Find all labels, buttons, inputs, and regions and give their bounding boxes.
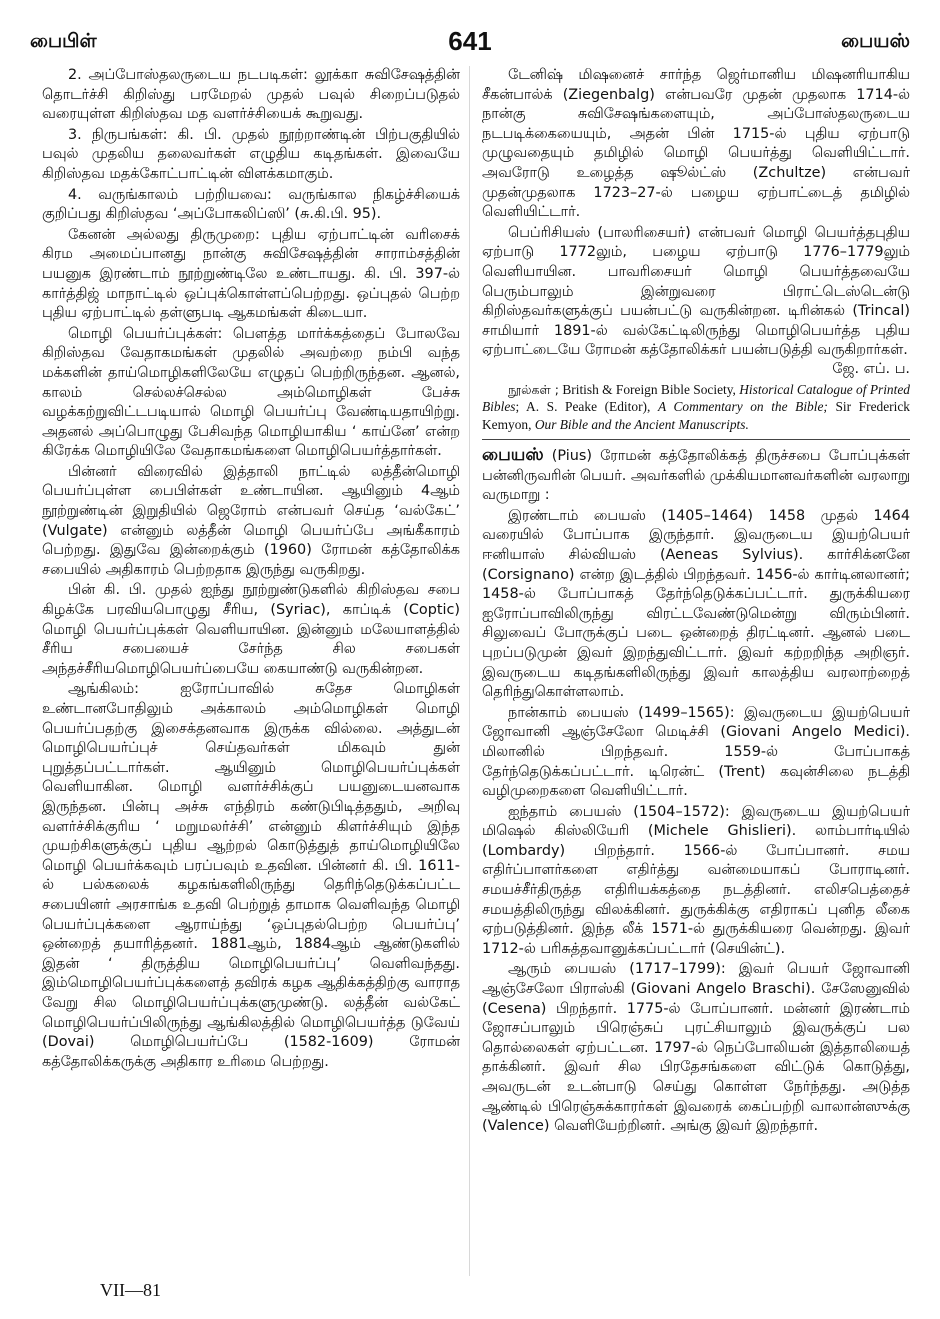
column-divider bbox=[469, 66, 470, 1276]
reference-text: British & Foreign Bible Society, bbox=[562, 381, 736, 397]
paragraph: மொழி பெயர்ப்புக்கள்: பௌத்த மார்க்கத்தைப் போலவே கிறிஸ்தவ வேதாகமங்கள் முதலில் அவற்றை நம்பி வந்த மக்களின் தாய்மொழிகளிலேயே எழுதப் பெற்றிருந்தன. ஆனல், காலம் செல்லச்செல்ல அம்மொழிகள் பேச்சு வழக்கற்றுவிட்டபடியால் மொழி பெயர்ப்பு வேண்டியதாயிற்று. அதனல் அப்பொழுது பேசிவந்த மொழியாகிய ‘ காய்னே’ என்ற கிரேக்க மொழியிலே வேதாகமங்களை மொழிபெயர்த்தார்கள். bbox=[42, 325, 460, 460]
page-number: 641 bbox=[448, 26, 492, 56]
paragraph: இரண்டாம் பையஸ் (1405–1464) 1458 முதல் 1464 வரையில் போப்பாக இருந்தார். இவருடைய இயற்பெயர் ஈனியாஸ் சில்வியஸ் (Aeneas Sylvius). கார்சிக்னனே (Corsignano) என்ற இடத்தில் பிறந்தவர். 1456-ல் கார்டினலானர்; 1458-ல் போப்பாகத் தேர்ந்தெடுக்கப்பட்டார். துருக்கியரை ஐரோப்பாவிலிருந்து விரட்டவேண்டுமென்று விரும்பினர். சிலுவைப் போருக்குப் படை ஒன்றைத் திரட்டினர். ஆனல் படை புறப்படுமுன் இவர் இறந்துவிட்டார். இவர் கற்றறிந்த அறிஞர். இவருடைய கடிதங்களிலிருந்து இவர் காலத்திய வரலாற்றைத் தெரிந்துகொள்ளலாம். bbox=[482, 507, 910, 701]
paragraph: 2. அப்போஸ்தலருடைய நடபடிகள்: லூக்கா சுவிசேஷத்தின் தொடர்ச்சி கிறிஸ்து பரமேறல் முதல் பவுல் சிறைப்படுதல் வரையுள்ள கிறிஸ்தவ மத வளர்ச்சியைக் கூறுவது. bbox=[42, 67, 460, 123]
signature-mark: VII—81 bbox=[100, 1280, 161, 1300]
left-column bbox=[42, 66, 460, 1073]
entry-headword: பையஸ் bbox=[482, 445, 544, 465]
paragraph: ஐந்தாம் பையஸ் (1504–1572): இவருடைய இயற்பெயர் மிஷெல் கிஸ்லியேரி (Michele Ghislieri). லாம்பார்டியில் (Lombardy) பிறந்தார். 1566-ல் போப்பானர். சமய எதிர்ப்பாளர்களை எதிர்த்து வன்மையாகப் போராடினர். சமயச்சீர்திருத்த எதிரியக்கத்தை நடத்தினர். எலிசபெத்தைச் சமயத்திலிருந்து விலக்கினர். துருக்கிக்கு எதிராகப் புனித லீகை ஏற்படுத்தினர். இந்த லீக் 1571-ல் துருக்கியரை வென்றது. இவர் 1712-ல் பரிசுத்தவானுக்கப்பட்டார் (செயின்ட்). bbox=[482, 803, 910, 957]
paragraph: பின் கி. பி. முதல் ஐந்து நூற்றுண்டுகளில் கிறிஸ்தவ சபை கிழக்கே பரவியபொழுது சீரிய, (Syriac), காப்டிக் (Coptic) மொழி பெயர்ப்புக்கள் வெளியாயின. இன்னும் மலேயாளத்தில் சீரிய சபையைச் சேர்ந்த சில சபைகள் அந்தச்சீரியமொழிபெயர்ப்பையே கையாண்டு வருகின்றன. bbox=[42, 582, 460, 677]
right-column bbox=[482, 66, 910, 1138]
section-rule bbox=[482, 439, 910, 440]
running-head-left: பைபிள் bbox=[30, 30, 97, 52]
paragraph: ஆங்கிலம்: ஐரோப்பாவில் சுதேச மொழிகள் உண்டானபோதிலும் அக்காலம் அம்மொழிகள் மொழி பெயர்ப்பதற்கு இசைக்தனவாக இருக்க வில்லை. அத்துடன் மொழிபெயர்ப்புச் செய்தவர்கள் மிகவும் துன் புறுத்தப்பட்டார்கள். ஆயினும் மொழிபெயர்ப்புக்கள் வெளியாகின. மொழி வளர்ச்சிக்குப் பயனுடையனவாக இருந்தன. பின்பு அச்சு எந்திரம் கண்டுபிடித்ததும், அறிவு வளர்ச்சிக்குரிய ‘ மறுமலர்ச்சி’ என்னும் கிளர்ச்சியும் இந்த முயற்சிகளுக்குப் புதிய ஆற்றல் கொடுத்துத் தாய்மொழியிலே மொழி பெயர்க்கவும் பரப்பவும் உதவின. பின்னர் கி. பி. 1611-ல் பல்கலைக் கழகங்களிலிருந்து தெரிந்தெடுக்கப்பட்ட சபையினர் அரசாங்க உதவி பெற்றுத் தாமாக வெளிவந்த மொழி பெயர்ப்புக்களை ஆராய்ந்து ‘ஒப்புதல்பெற்ற பெயர்ப்பு’ ஒன்றைத் தயாரித்தனர். 1881ஆம், 1884ஆம் ஆண்டுகளில் இதன் ‘ திருத்திய மொழிபெயர்ப்பு’ வெளிவந்தது. இம்மொழிபெயர்ப்புக்களைத் தவிரக் கழக ஆதிக்கத்திற்கு வாராத வேறு சில மொழிபெயர்ப்புக்களுமுண்டு. லத்தீன் வல்கேட் மொழிபெயர்ப்பிலிருந்து ஆங்கிலத்தில் மொழிபெயர்த்த டுவேய் (Dovai) மொழிபெயர்ப்பே (1582-1609) ரோமன் கத்தோலிக்கருக்கு அதிகார உரிமை பெற்றது. bbox=[42, 681, 460, 1070]
reference-text: ; A. S. Peake (Editor), bbox=[515, 399, 651, 414]
reference-title: Historical Catalogue of Printed Bibles bbox=[482, 381, 910, 414]
paragraph: 3. நிருபங்கள்: கி. பி. முதல் நூற்றாண்டின் பிற்பகுதியில் பவுல் முதலிய தலைவர்கள் எழுதிய கடிதங்கள். இவையே கிறிஸ்தவ மதக்கோட்பாட்டின் விளக்கமாகும். bbox=[42, 126, 460, 182]
paragraph: டேனிஷ் மிஷனைச் சார்ந்த ஜெர்மானிய மிஷனரியாகிய சீகன்பால்க் (Ziegenbalg) என்பவரே முதன் முதலாக 1714-ல் நான்கு சுவிசேஷங்களையும், அப்போஸ்தலருடைய நடபடிக்கையையும், அதன் பின் 1715-ல் புதிய ஏற்பாடு முழுவதையும் தமிழில் மொழி பெயர்த்து வெளியிட்டார். அவரோடு உழைத்த ஷூல்ட்ஸ் (Zchultze) என்பவர் முதன்முதலாக 1723–27-ல் பழைய ஏற்பாட்டைத் தமிழில் வெளியிட்டார். bbox=[482, 67, 910, 221]
reference-title: A Commentary on the Bible; bbox=[657, 399, 828, 414]
entry-intro-text: (Pius) ரோமன் கத்தோலிக்கத் திருச்சபை போப்புக்கள் பன்னிருவரின் பெயர். அவர்களில் முக்கியமானவர்களின் வரலாறு வருமாறு : bbox=[482, 448, 911, 504]
references bbox=[482, 381, 910, 434]
reference-text: Sir Frederick Kemyon, bbox=[482, 399, 910, 432]
references-label: நூல்கள் ; bbox=[508, 381, 559, 397]
paragraph: ஆரும் பையஸ் (1717–1799): இவர் பெயர் ஜோவானி ஆஞ்சேலோ பிராஸ்கி (Giovani Angelo Braschi). சேஸேனுவில் (Cesena) பிறந்தார். 1775-ல் போப்பானர். மன்னர் இரண்டாம் ஜோசப்பாலும் பிரெஞ்சுப் புரட்சியாலும் இவருக்குப் பல தொல்லைகள் ஏற்பட்டன. 1797-ல் நெப்போலியன் இத்தாலியைத் தாக்கினர். இவர் சில பிரதேசங்களை விட்டுக் கொடுத்து, அவருடன் உடன்பாடு செய்து கொள்ள நேர்ந்தது. அடுத்த ஆண்டில் பிரெஞ்சுக்காரர்கள் இவரைக் கைப்பற்றி வாலான்ஸுக்கு (Valence) வெளியேற்றினர். அங்கு இவர் இறந்தார். bbox=[482, 961, 910, 1135]
page-header bbox=[30, 26, 910, 64]
paragraph: பெப்ரிசியஸ் (பாலரிசையர்) என்பவர் மொழி பெயர்த்தபுதிய ஏற்பாடு 1772லும், பழைய ஏற்பாடு 1776–1779லும் வெளியாயின. பாவரிசையர் மொழி பெயர்த்தவையே பெரும்பாலும் இன்றுவரை பிராட்டெஸ்டென்டு கிறிஸ்தவர்களுக்குப் பயன்பட்டு வருகின்றன. டிரின்கல் (Trincal) சாமியார் 1891-ல் வல்கேட்டிலிருந்து மொழிபெயர்த்த புதிய ஏற்பாட்டையே ரோமன் கத்தோலிக்கர் பயன்படுத்தி வருகிறார்கள். bbox=[482, 224, 910, 359]
running-head-right: பையஸ் bbox=[841, 30, 910, 52]
paragraph: கேனன் அல்லது திருமுறை: புதிய ஏற்பாட்டின் வரிசைக் கிரம அமைப்பானது நான்கு சுவிசேஷத்தின் சாராம்சத்தின் பயனுக இரண்டாம் நூற்றுண்டிலே உண்டாயது. கி. பி. 397-ல் கார்த்திஜ் மாநாட்டில் ஒப்புக்கொள்ளப்பெற்றது. ஒப்புதல் பெற்ற புதிய ஏற்பாட்டில் தள்ளுபடி ஆகமங்கள் கிடையா. bbox=[42, 226, 460, 322]
entry-intro bbox=[482, 446, 910, 506]
reference-title: Our Bible and the Ancient Manuscripts. bbox=[534, 416, 749, 432]
author-signature: ஜே. எப். ப. bbox=[832, 360, 910, 377]
paragraph: பின்னர் விரைவில் இத்தாலி நாட்டில் லத்தீன்மொழி பெயர்ப்புள்ள பைபிள்கள் உண்டாயின. ஆயினும் 4ஆம் நூற்றுண்டின் இறுதியில் ஜெரோம் என்பவர் செய்த ‘வல்கேட்’ (Vulgate) என்னும் லத்தீன் மொழி பெயர்ப்பே அங்கீகாரம் பெற்றது. இதுவே இன்றைக்கும் (1960) ரோமன் கத்தோலிக்க சபையில் அதிகாரம் பெற்றதாக இருந்து வருகிறது. bbox=[42, 463, 460, 578]
paragraph: நான்காம் பையஸ் (1499–1565): இவருடைய இயற்பெயர் ஜோவானி ஆஞ்சேலோ மெடிச்சி (Giovani Angelo Medici). மிலானில் பிறந்தவர். 1559-ல் போப்பாகத் தேர்ந்தெடுக்கப்பட்டார். டிரென்ட் (Trent) கவுன்சிலை நடத்தி வழிமுறைகளை வெளியிட்டார். bbox=[482, 704, 910, 800]
paragraph: 4. வருங்காலம் பற்றியவை: வருங்கால நிகழ்ச்சியைக் குறிப்பது கிறிஸ்தவ ‘அப்போகலிப்ஸி’ (சு.கி.பி. 95). bbox=[42, 186, 460, 223]
